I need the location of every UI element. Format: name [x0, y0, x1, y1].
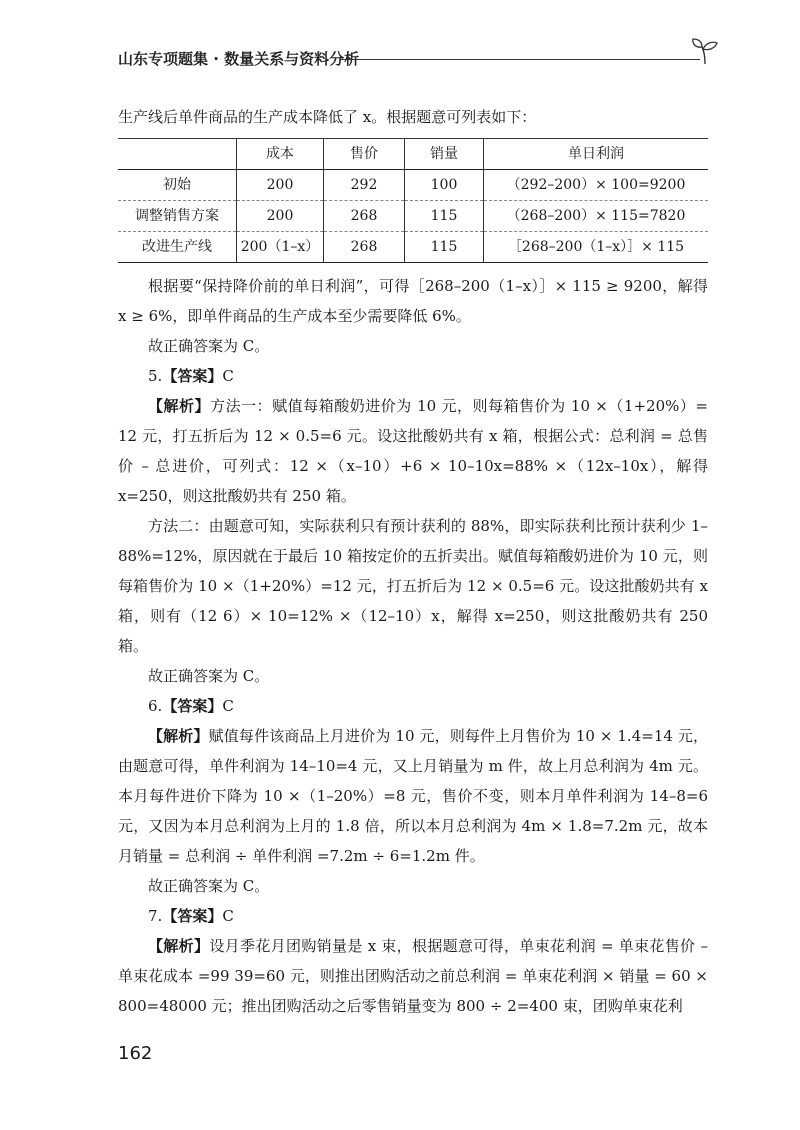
page-number: 162: [118, 1043, 153, 1064]
explanation-text: 方法一：赋值每箱酸奶进价为 10 元，则每箱售价为 10 ×（1+20%）= 12 元，打五折后为 12 × 0.5=6 元。设这批酸奶共有 x 箱，根据公式：总利润 = 总售价 – 总进价，可列式：12 ×（x–10）+6 × 10–10x=88% ×（12x–10x），解得 x=250，则这批酸奶共有 250 箱。: [118, 397, 708, 505]
conclusion-line: 故正确答案为 C。: [148, 877, 270, 895]
header-title: 山东专项题集 · 数量关系与资料分析: [118, 50, 360, 68]
answer-value: C: [222, 697, 234, 715]
table-cell: （268–200）× 115=7820: [484, 201, 709, 232]
table-cell: （292–200）× 100=9200: [484, 170, 709, 201]
table-header-cell: 单日利润: [484, 139, 709, 170]
table-row: [118, 232, 708, 263]
answer-tag: 【答案】: [162, 367, 223, 385]
table-header-cell: 售价: [324, 139, 405, 170]
table-cell: 改进生产线: [118, 232, 237, 263]
answer-value: C: [222, 907, 234, 925]
table-cell: 268: [324, 201, 405, 232]
intro-paragraph: 生产线后单件商品的生产成本降低了 x。根据题意可列表如下：: [118, 108, 537, 126]
method-two-paragraph: 方法二：由题意可知，实际获利只有预计获利的 88%，即实际获利比预计获利少 1–88%=12%，原因就在于最后 10 箱按定价的五折卖出。赋值每箱酸奶进价为 10 元，则每箱售价为 10 ×（1+20%）=12 元，打五折后为 12 × 0.5=6 元。设这批酸奶共有 x 箱，则有（12 6）× 10=12% ×（12–10）x，解得 x=250，则这批酸奶共有 250 箱。: [118, 517, 708, 655]
header-rule: [340, 59, 700, 60]
table-header-cell: [118, 139, 237, 170]
table-cell: 调整销售方案: [118, 201, 237, 232]
question-number: 7.: [148, 907, 163, 925]
table-row: [118, 201, 708, 232]
table-cell: 200（1–x）: [237, 232, 324, 263]
page-content: [118, 102, 708, 1021]
explanation-tag: 【解析】: [148, 727, 209, 745]
explanation-text: 设月季花月团购销量是 x 束，根据题意可得，单束花利润 = 单束花售价 – 单束花成本 =99 39=60 元，则推出团购活动之前总利润 = 单束花利润 × 销量 = 60 × 800=48000 元；推出团购活动之后零售销量变为 800 ÷ 2=400 束，团购单束花利: [118, 937, 708, 1015]
table-cell: 200: [237, 170, 324, 201]
profit-table: [118, 138, 708, 263]
answer-value: C: [222, 367, 234, 385]
explanation-tag: 【解析】: [148, 937, 210, 955]
answer-tag: 【答案】: [162, 907, 223, 925]
conclusion-line: 故正确答案为 C。: [148, 667, 270, 685]
table-header-cell: 成本: [237, 139, 324, 170]
sprout-icon: [690, 36, 720, 66]
table-header-cell: 销量: [405, 139, 484, 170]
table-cell: 292: [324, 170, 405, 201]
explanation-paragraph-q5: [118, 391, 708, 511]
explanation-paragraph-q6: [118, 721, 708, 871]
answer-line-q5: [118, 361, 708, 391]
question-number: 6.: [148, 697, 163, 715]
question-number: 5.: [148, 367, 163, 385]
table-cell: 初始: [118, 170, 237, 201]
answer-line-q7: [118, 901, 708, 931]
table-cell: 115: [405, 232, 484, 263]
table-cell: 115: [405, 201, 484, 232]
answer-tag: 【答案】: [162, 697, 223, 715]
table-cell: 200: [237, 201, 324, 232]
conclusion-line: 故正确答案为 C。: [148, 337, 270, 355]
explanation-paragraph-q7: [118, 931, 708, 1021]
table-header-row: [118, 139, 708, 170]
running-header: [118, 44, 718, 74]
table-cell: 100: [405, 170, 484, 201]
answer-line-q6: [118, 691, 708, 721]
explanation-text: 赋值每件该商品上月进价为 10 元，则每件上月售价为 10 × 1.4=14 元，由题意可得，单件利润为 14–10=4 元，又上月销量为 m 件，故上月总利润为 4m 元。本月每件进价下降为 10 ×（1–20%）=8 元，售价不变，则本月单件利润为 14–8=6 元，又因为本月总利润为上月的 1.8 倍，所以本月总利润为 4m × 1.8=7.2m 元，故本月销量 = 总利润 ÷ 单件利润 =7.2m ÷ 6=1.2m 件。: [118, 727, 708, 865]
body-paragraph: 根据要“保持降价前的单日利润”，可得［268–200（1–x）］× 115 ≥ 9200，解得 x ≥ 6%，即单件商品的生产成本至少需要降低 6%。: [118, 277, 708, 325]
explanation-tag: 【解析】: [148, 397, 211, 415]
table-row: [118, 170, 708, 201]
table-cell: 268: [324, 232, 405, 263]
table-cell: ［268–200（1–x）］× 115: [484, 232, 709, 263]
